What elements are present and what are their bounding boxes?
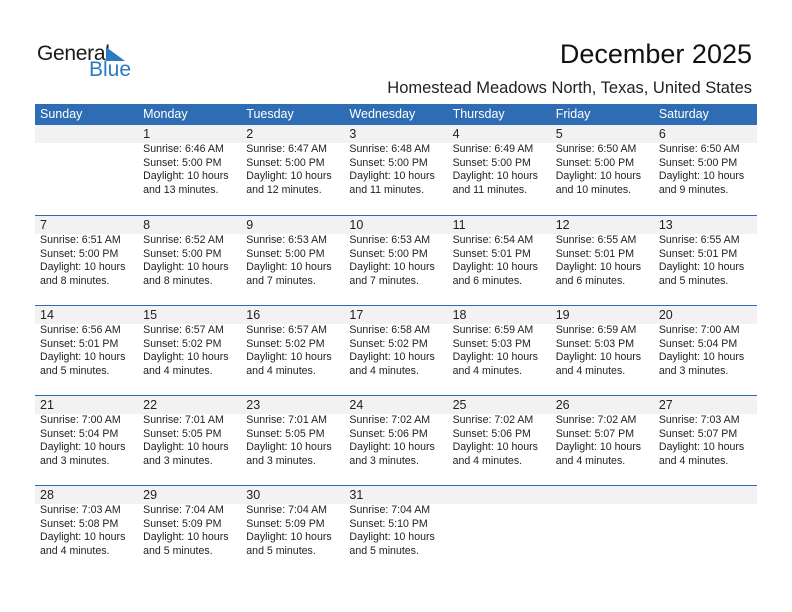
day-number: 20 — [658, 308, 673, 322]
sunset-text: Sunset: 5:10 PM — [349, 517, 428, 530]
day-number: 18 — [452, 308, 467, 322]
sunset-text: Sunset: 5:01 PM — [40, 337, 119, 350]
minutes-text: and 4 minutes. — [452, 364, 523, 377]
daylight-text: Daylight: 10 hours — [143, 531, 229, 543]
minutes-text: and 4 minutes. — [349, 364, 419, 377]
sunrise-text: Sunrise: 7:02 AM — [349, 414, 431, 426]
daylight-text: Daylight: 10 hours — [40, 351, 126, 363]
minutes-text: and 4 minutes. — [555, 364, 626, 377]
sunrise-text: Sunrise: 6:47 AM — [246, 143, 327, 155]
minutes-text: and 12 minutes. — [246, 183, 322, 196]
day-number: 15 — [143, 308, 158, 322]
day-number — [453, 486, 551, 504]
sunset-text: Sunset: 5:01 PM — [452, 247, 531, 260]
minutes-text: and 11 minutes. — [452, 183, 528, 196]
day-cell — [138, 306, 241, 395]
day-cell — [35, 486, 138, 575]
sunrise-text: Sunrise: 7:03 AM — [40, 504, 121, 516]
sunset-text: Sunset: 5:00 PM — [40, 247, 119, 260]
week-row — [35, 305, 757, 395]
sunset-text: Sunset: 5:06 PM — [452, 427, 531, 440]
daylight-text: Daylight: 10 hours — [452, 441, 538, 453]
sunset-text: Sunset: 5:00 PM — [452, 156, 531, 169]
minutes-text: and 8 minutes. — [40, 274, 110, 287]
logo-text-general: General — [37, 42, 110, 65]
day-cell — [654, 216, 757, 305]
day-cell — [241, 216, 344, 305]
daylight-text: Daylight: 10 hours — [246, 261, 332, 273]
sunset-text: Sunset: 5:02 PM — [246, 337, 325, 350]
day-cell — [241, 125, 344, 215]
day-number: 28 — [40, 488, 54, 502]
day-cell — [551, 216, 654, 305]
weekday-header-saturday: Saturday — [658, 107, 709, 121]
location-subtitle: Homestead Meadows North, Texas, United States — [387, 79, 752, 97]
daylight-text: Daylight: 10 hours — [658, 441, 745, 453]
calendar-grid — [35, 104, 757, 575]
daylight-text: Daylight: 10 hours — [555, 170, 642, 182]
day-cell — [138, 125, 241, 215]
weekday-header-sunday: Sunday — [40, 107, 83, 121]
day-cell — [448, 216, 551, 305]
day-number: 30 — [246, 488, 261, 502]
day-cell — [35, 396, 138, 485]
sunset-text: Sunset: 5:04 PM — [40, 427, 119, 440]
sunrise-text: Sunrise: 6:46 AM — [143, 143, 224, 155]
day-cell — [241, 396, 344, 485]
day-number: 21 — [40, 398, 54, 412]
daylight-text: Daylight: 10 hours — [349, 531, 435, 543]
sunrise-text: Sunrise: 6:57 AM — [246, 324, 327, 336]
day-number: 2 — [246, 127, 254, 141]
sunset-text: Sunset: 5:09 PM — [143, 517, 222, 530]
weekday-header-monday: Monday — [143, 107, 188, 121]
minutes-text: and 4 minutes. — [143, 364, 213, 377]
daylight-text: Daylight: 10 hours — [452, 261, 538, 273]
day-cell — [344, 306, 447, 395]
minutes-text: and 4 minutes. — [452, 454, 523, 467]
sunset-text: Sunset: 5:09 PM — [246, 517, 325, 530]
daylight-text: Daylight: 10 hours — [40, 531, 126, 543]
daylight-text: Daylight: 10 hours — [349, 351, 435, 363]
day-cell — [551, 306, 654, 395]
sunset-text: Sunset: 5:07 PM — [658, 427, 738, 440]
sunrise-text: Sunrise: 6:57 AM — [143, 324, 224, 336]
weekday-header-tuesday: Tuesday — [246, 107, 294, 121]
sunset-text: Sunset: 5:00 PM — [555, 156, 635, 169]
daylight-text: Daylight: 10 hours — [40, 441, 126, 453]
day-number: 10 — [349, 218, 364, 232]
sunrise-text: Sunrise: 6:52 AM — [143, 234, 224, 246]
daylight-text: Daylight: 10 hours — [658, 170, 745, 182]
day-number: 24 — [349, 398, 364, 412]
week-row — [35, 485, 757, 575]
day-cell — [344, 125, 447, 215]
sunrise-text: Sunrise: 7:02 AM — [555, 414, 637, 426]
week-row — [35, 395, 757, 485]
weekday-header — [35, 104, 757, 125]
day-cell — [654, 486, 757, 575]
sunrise-text: Sunrise: 6:49 AM — [452, 143, 534, 155]
day-number: 12 — [555, 218, 570, 232]
sunrise-text: Sunrise: 7:04 AM — [349, 504, 431, 516]
sunset-text: Sunset: 5:02 PM — [143, 337, 222, 350]
day-number: 6 — [658, 127, 666, 141]
day-cell — [551, 125, 654, 215]
day-cell — [35, 125, 138, 215]
minutes-text: and 11 minutes. — [349, 183, 425, 196]
day-number: 31 — [349, 488, 364, 502]
day-number: 11 — [452, 218, 466, 232]
daylight-text: Daylight: 10 hours — [349, 170, 435, 182]
day-cell — [35, 306, 138, 395]
sunrise-text: Sunrise: 6:51 AM — [40, 234, 121, 246]
day-number — [556, 486, 654, 504]
daylight-text: Daylight: 10 hours — [349, 441, 435, 453]
day-cell — [344, 396, 447, 485]
sunset-text: Sunset: 5:00 PM — [143, 247, 222, 260]
day-number: 19 — [555, 308, 570, 322]
day-cell — [448, 125, 551, 215]
daylight-text: Daylight: 10 hours — [555, 261, 642, 273]
sunrise-text: Sunrise: 7:04 AM — [143, 504, 224, 516]
daylight-text: Daylight: 10 hours — [452, 351, 538, 363]
minutes-text: and 4 minutes. — [555, 454, 626, 467]
daylight-text: Daylight: 10 hours — [349, 261, 435, 273]
week-row — [35, 125, 757, 215]
sunset-text: Sunset: 5:03 PM — [452, 337, 531, 350]
logo-text-blue: Blue — [89, 58, 132, 81]
daylight-text: Daylight: 10 hours — [143, 351, 229, 363]
minutes-text: and 3 minutes. — [658, 364, 729, 377]
daylight-text: Daylight: 10 hours — [40, 261, 126, 273]
daylight-text: Daylight: 10 hours — [658, 351, 745, 363]
sunrise-text: Sunrise: 6:59 AM — [452, 324, 534, 336]
sunrise-text: Sunrise: 7:04 AM — [246, 504, 327, 516]
sunrise-text: Sunrise: 7:03 AM — [658, 414, 740, 426]
sunrise-text: Sunrise: 6:56 AM — [40, 324, 121, 336]
sunrise-text: Sunrise: 6:54 AM — [452, 234, 534, 246]
sunrise-text: Sunrise: 6:48 AM — [349, 143, 431, 155]
minutes-text: and 5 minutes. — [658, 274, 729, 287]
day-cell — [35, 216, 138, 305]
day-number: 5 — [555, 127, 563, 141]
sunrise-text: Sunrise: 7:01 AM — [246, 414, 327, 426]
day-cell — [138, 216, 241, 305]
minutes-text: and 3 minutes. — [349, 454, 419, 467]
day-cell — [138, 486, 241, 575]
daylight-text: Daylight: 10 hours — [246, 170, 332, 182]
day-number: 26 — [555, 398, 570, 412]
day-cell — [448, 396, 551, 485]
sunset-text: Sunset: 5:07 PM — [555, 427, 635, 440]
day-cell — [241, 486, 344, 575]
sunset-text: Sunset: 5:01 PM — [555, 247, 635, 260]
day-number: 9 — [246, 218, 254, 232]
sunrise-text: Sunrise: 6:59 AM — [555, 324, 637, 336]
sunrise-text: Sunrise: 6:50 AM — [658, 143, 740, 155]
sunset-text: Sunset: 5:02 PM — [349, 337, 428, 350]
day-cell — [654, 396, 757, 485]
daylight-text: Daylight: 10 hours — [143, 170, 229, 182]
minutes-text: and 3 minutes. — [143, 454, 213, 467]
day-number: 29 — [143, 488, 158, 502]
day-number: 23 — [246, 398, 261, 412]
day-number: 1 — [143, 127, 151, 141]
minutes-text: and 3 minutes. — [40, 454, 110, 467]
day-cell — [344, 486, 447, 575]
minutes-text: and 7 minutes. — [246, 274, 316, 287]
minutes-text: and 8 minutes. — [143, 274, 213, 287]
minutes-text: and 9 minutes. — [658, 183, 729, 196]
daylight-text: Daylight: 10 hours — [143, 441, 229, 453]
minutes-text: and 5 minutes. — [349, 544, 419, 557]
minutes-text: and 10 minutes. — [555, 183, 632, 196]
day-number: 4 — [452, 127, 460, 141]
day-number: 7 — [40, 218, 47, 232]
logo — [37, 42, 132, 82]
day-number: 22 — [143, 398, 158, 412]
day-number: 25 — [452, 398, 467, 412]
sunset-text: Sunset: 5:00 PM — [349, 156, 428, 169]
day-number — [659, 486, 757, 504]
sunset-text: Sunset: 5:06 PM — [349, 427, 428, 440]
daylight-text: Daylight: 10 hours — [246, 351, 332, 363]
weeks-container — [35, 125, 757, 575]
sunset-text: Sunset: 5:08 PM — [40, 517, 119, 530]
sunrise-text: Sunrise: 6:50 AM — [555, 143, 637, 155]
sunset-text: Sunset: 5:00 PM — [246, 247, 325, 260]
daylight-text: Daylight: 10 hours — [452, 170, 538, 182]
sunset-text: Sunset: 5:00 PM — [349, 247, 428, 260]
day-number: 27 — [658, 398, 673, 412]
weekday-header-friday: Friday — [555, 107, 591, 121]
minutes-text: and 6 minutes. — [452, 274, 523, 287]
day-number: 13 — [658, 218, 673, 232]
day-cell — [654, 125, 757, 215]
minutes-text: and 13 minutes. — [143, 183, 219, 196]
daylight-text: Daylight: 10 hours — [246, 441, 332, 453]
sunset-text: Sunset: 5:05 PM — [143, 427, 222, 440]
day-number — [40, 125, 138, 143]
sunrise-text: Sunrise: 6:53 AM — [246, 234, 327, 246]
minutes-text: and 4 minutes. — [246, 364, 316, 377]
minutes-text: and 5 minutes. — [246, 544, 316, 557]
sunset-text: Sunset: 5:03 PM — [555, 337, 635, 350]
weekday-header-thursday: Thursday — [452, 107, 505, 121]
daylight-text: Daylight: 10 hours — [658, 261, 745, 273]
sunrise-text: Sunrise: 7:00 AM — [40, 414, 121, 426]
sunset-text: Sunset: 5:00 PM — [246, 156, 325, 169]
sunset-text: Sunset: 5:00 PM — [658, 156, 738, 169]
sunset-text: Sunset: 5:04 PM — [658, 337, 738, 350]
sunrise-text: Sunrise: 7:01 AM — [143, 414, 224, 426]
minutes-text: and 3 minutes. — [246, 454, 316, 467]
day-number: 17 — [349, 308, 364, 322]
minutes-text: and 6 minutes. — [555, 274, 626, 287]
week-row — [35, 215, 757, 305]
minutes-text: and 5 minutes. — [143, 544, 213, 557]
weekday-header-wednesday: Wednesday — [349, 107, 416, 121]
day-cell — [448, 486, 551, 575]
day-cell — [551, 396, 654, 485]
sunrise-text: Sunrise: 6:53 AM — [349, 234, 431, 246]
sunrise-text: Sunrise: 6:55 AM — [555, 234, 637, 246]
sunrise-text: Sunrise: 6:55 AM — [658, 234, 740, 246]
daylight-text: Daylight: 10 hours — [143, 261, 229, 273]
day-cell — [654, 306, 757, 395]
minutes-text: and 4 minutes. — [40, 544, 110, 557]
daylight-text: Daylight: 10 hours — [555, 351, 642, 363]
sunrise-text: Sunrise: 6:58 AM — [349, 324, 431, 336]
sunset-text: Sunset: 5:01 PM — [658, 247, 738, 260]
day-number: 3 — [349, 127, 357, 141]
day-number: 16 — [246, 308, 261, 322]
sunset-text: Sunset: 5:05 PM — [246, 427, 325, 440]
day-cell — [448, 306, 551, 395]
minutes-text: and 5 minutes. — [40, 364, 110, 377]
minutes-text: and 4 minutes. — [658, 454, 729, 467]
daylight-text: Daylight: 10 hours — [555, 441, 642, 453]
minutes-text: and 7 minutes. — [349, 274, 419, 287]
sunrise-text: Sunrise: 7:02 AM — [452, 414, 534, 426]
daylight-text: Daylight: 10 hours — [246, 531, 332, 543]
page-title: December 2025 — [559, 39, 752, 69]
day-cell — [344, 216, 447, 305]
sunset-text: Sunset: 5:00 PM — [143, 156, 222, 169]
day-cell — [551, 486, 654, 575]
day-cell — [138, 396, 241, 485]
day-number: 14 — [40, 308, 54, 322]
day-number: 8 — [143, 218, 151, 232]
day-cell — [241, 306, 344, 395]
sunrise-text: Sunrise: 7:00 AM — [658, 324, 740, 336]
